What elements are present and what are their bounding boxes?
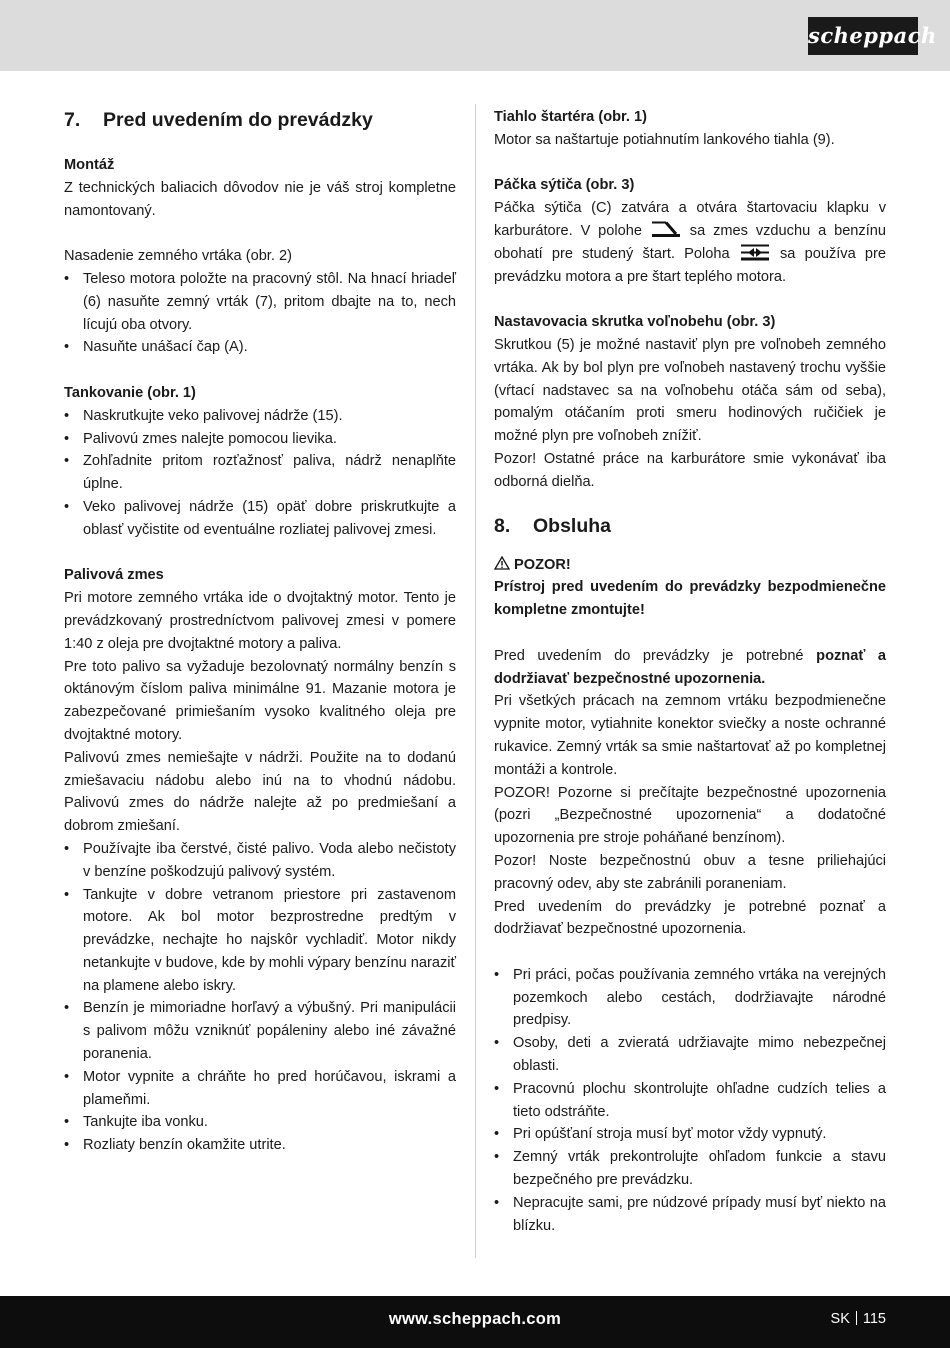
skrutka-note: Pozor! Ostatné práce na karburátore smie vykonávať iba odborná dielňa. bbox=[494, 450, 886, 490]
section-heading-8: 8. Obsluha bbox=[494, 514, 612, 537]
tankovanie-title: Tankovanie (obr. 1) bbox=[64, 384, 196, 401]
packa-text: Páčka sýtiča (C) zatvára a otvára štartovaciu klapku v karburátore. V polohe sa zmes vzduchu a benzínu obohatí pre studený štart. Poloha sa používa pre prevádzku motora a pre štart teplého motora. bbox=[494, 200, 887, 285]
list-item: • Palivovú zmes nalejte pomocou lievika. bbox=[64, 428, 456, 451]
page-number: 115 bbox=[862, 1311, 886, 1327]
language-code: SK bbox=[830, 1311, 850, 1327]
tiahlo-text: Motor sa naštartuje potiahnutím lankového tiahla (9). bbox=[494, 131, 835, 148]
obsluha-paragraph: Pozor! Noste bezpečnostnú obuv a tesne priliehajúci pracovný odev, aby ste zabránili poraneniam. bbox=[494, 852, 886, 892]
list-item: • Naskrutkujte veko palivovej nádrže (15). bbox=[64, 405, 456, 428]
list-item: • Tankujte iba vonku. bbox=[64, 1111, 456, 1134]
section-heading-7: 7. Pred uvedením do prevádzky bbox=[64, 109, 373, 131]
right-column bbox=[494, 106, 886, 1237]
footer-bar bbox=[0, 1296, 950, 1348]
column-divider bbox=[475, 104, 476, 1258]
obsluha-list bbox=[494, 964, 886, 1238]
tiahlo-title: Tiahlo štartéra (obr. 1) bbox=[494, 109, 648, 125]
palivova-paragraph: Pri motore zemného vrtáka ide o dvojtaktný motor. Tento je prevádzkovaný prostredníctvom palivovej zmesi v pomere 1:40 z oleja pre dvojtaktné motory a paliva. bbox=[64, 590, 456, 652]
palivova-paragraph: Pre toto palivo sa vyžaduje bezolovnatý normálny benzín s oktánovým číslom paliva minimálne 91. Mazanie motora je zabezpečované primiešaním vysoko kvalitného oleja pre dvojtaktné motory. bbox=[64, 658, 456, 743]
list-item: • Nasuňte unášací čap (A). bbox=[64, 336, 456, 359]
pozor-text: Prístroj pred uvedením do prevádzky bezpodmienečne kompletne zmontujte! bbox=[494, 579, 886, 619]
nasadenie-list bbox=[64, 268, 456, 359]
left-column bbox=[64, 106, 456, 1157]
warning-triangle-icon bbox=[494, 556, 510, 570]
montaz-text: Z technických baliacich dôvodov nie je váš stroj kompletne namontovaný. bbox=[64, 179, 456, 219]
obsluha-paragraph: Pred uvedením do prevádzky je potrebné poznať a dodržiavať bezpečnostné upozornenia. bbox=[494, 647, 887, 687]
list-item: • Veko palivovej nádrže (15) opäť dobre priskrutkujte a oblasť vyčistite od eventuálne rozliatej palivovej zmesi. bbox=[64, 496, 456, 542]
obsluha-paragraph: Pri všetkých prácach na zemnom vrtáku bezpodmienečne vypnite motor, vytiahnite konektor sviečky a noste ochranné rukavice. Zemný vrták sa smie naštartovať až po kompletnej montáži a kontrole. bbox=[494, 693, 886, 778]
list-item: • Tankujte v dobre vetranom priestore pri zastavenom motore. Ak bol motor bezprostredne predtým v prevádzke, nechajte ho najskôr vychladiť. Motor nikdy netankujte v budove, kde by mohli výpary benzínu naraziť na plamene alebo iskry. bbox=[64, 884, 456, 998]
list-item: • Používajte iba čerstvé, čisté palivo. Voda alebo nečistoty v benzíne poškodzujú palivový systém. bbox=[64, 838, 456, 884]
skrutka-text: Skrutkou (5) je možné nastaviť plyn pre voľnobeh zemného vrtáka. Ak by bol plyn pre voľnobeh nastavený trochu vyššie (vŕtací nadstavec sa na voľnobehu otáča sám od seba), pomalým otáčaním proti smeru hodinových ručičiek je možné plyn pre voľnobeh znížiť. bbox=[494, 336, 886, 445]
palivova-title: Palivová zmes bbox=[64, 567, 164, 584]
choke-open-icon bbox=[739, 244, 771, 261]
list-item: • Zemný vrták prekontrolujte ohľadom funkcie a stavu bezpečného pre prevádzku. bbox=[494, 1146, 886, 1192]
skrutka-title: Nastavovacia skrutka voľnobehu (obr. 3) bbox=[494, 314, 776, 331]
list-item: • Benzín je mimoriadne horľavý a výbušný. Pri manipulácii s palivom môžu vzniknúť popáleniny alebo iné závažné poranenia. bbox=[64, 997, 456, 1065]
list-item: • Osoby, deti a zvieratá udržiavajte mimo nebezpečnej oblasti. bbox=[494, 1032, 886, 1078]
list-item: • Rozliaty benzín okamžite utrite. bbox=[64, 1134, 456, 1157]
choke-closed-icon bbox=[650, 221, 682, 238]
nasadenie-title: Nasadenie zemného vrtáka (obr. 2) bbox=[64, 248, 292, 265]
tankovanie-list bbox=[64, 405, 456, 542]
list-item: • Pri práci, počas používania zemného vrtáka na verejných pozemkoch alebo cestách, dodržiavajte národné predpisy. bbox=[494, 964, 886, 1032]
list-item: • Motor vypnite a chráňte ho pred horúčavou, iskrami a plameňmi. bbox=[64, 1066, 456, 1112]
list-item: • Pri opúšťaní stroja musí byť motor vždy vypnutý. bbox=[494, 1123, 886, 1146]
palivova-list bbox=[64, 838, 456, 1157]
palivova-paragraph: Palivovú zmes nemiešajte v nádrži. Použite na to dodanú zmiešavaciu nádobu alebo inú na to vhodnú nádobu. Palivovú zmes do nádrže nalejte až po predmiešaní a dobrom zmiešaní. bbox=[64, 749, 456, 835]
obsluha-paragraph: POZOR! Pozorne si prečítajte bezpečnostné upozornenia (pozri „Bezpečnostné upozornenia“ a dodatočné upozornenia pre stroje poháňané benzínom). bbox=[494, 784, 886, 847]
list-item: • Zohľadnite pritom rozťažnosť paliva, nádrž nenaplňte úplne. bbox=[64, 450, 456, 496]
list-item: • Nepracujte sami, pre núdzové prípady musí byť niekto na blízku. bbox=[494, 1192, 886, 1238]
website-link[interactable]: www.scheppach.com bbox=[388, 1310, 562, 1328]
list-item: • Pracovnú plochu skontrolujte ohľadne cudzích telies a tieto odstráňte. bbox=[494, 1078, 886, 1124]
packa-title: Páčka sýtiča (obr. 3) bbox=[494, 177, 635, 194]
list-item: • Teleso motora položte na pracovný stôl. Na hnací hriadeľ (6) nasuňte zemný vrták (7), pritom dbajte na to, nech lícujú oba otvory. bbox=[64, 268, 456, 336]
montaz-title: Montáž bbox=[64, 157, 115, 173]
brand-logo: scheppach bbox=[808, 17, 918, 55]
page-indicator bbox=[831, 1311, 886, 1327]
header-bar bbox=[0, 0, 950, 71]
obsluha-paragraph: Pred uvedením do prevádzky je potrebné poznať a dodržiavať bezpečnostné upozornenia. bbox=[494, 898, 886, 938]
pozor-label: POZOR! bbox=[494, 554, 886, 577]
